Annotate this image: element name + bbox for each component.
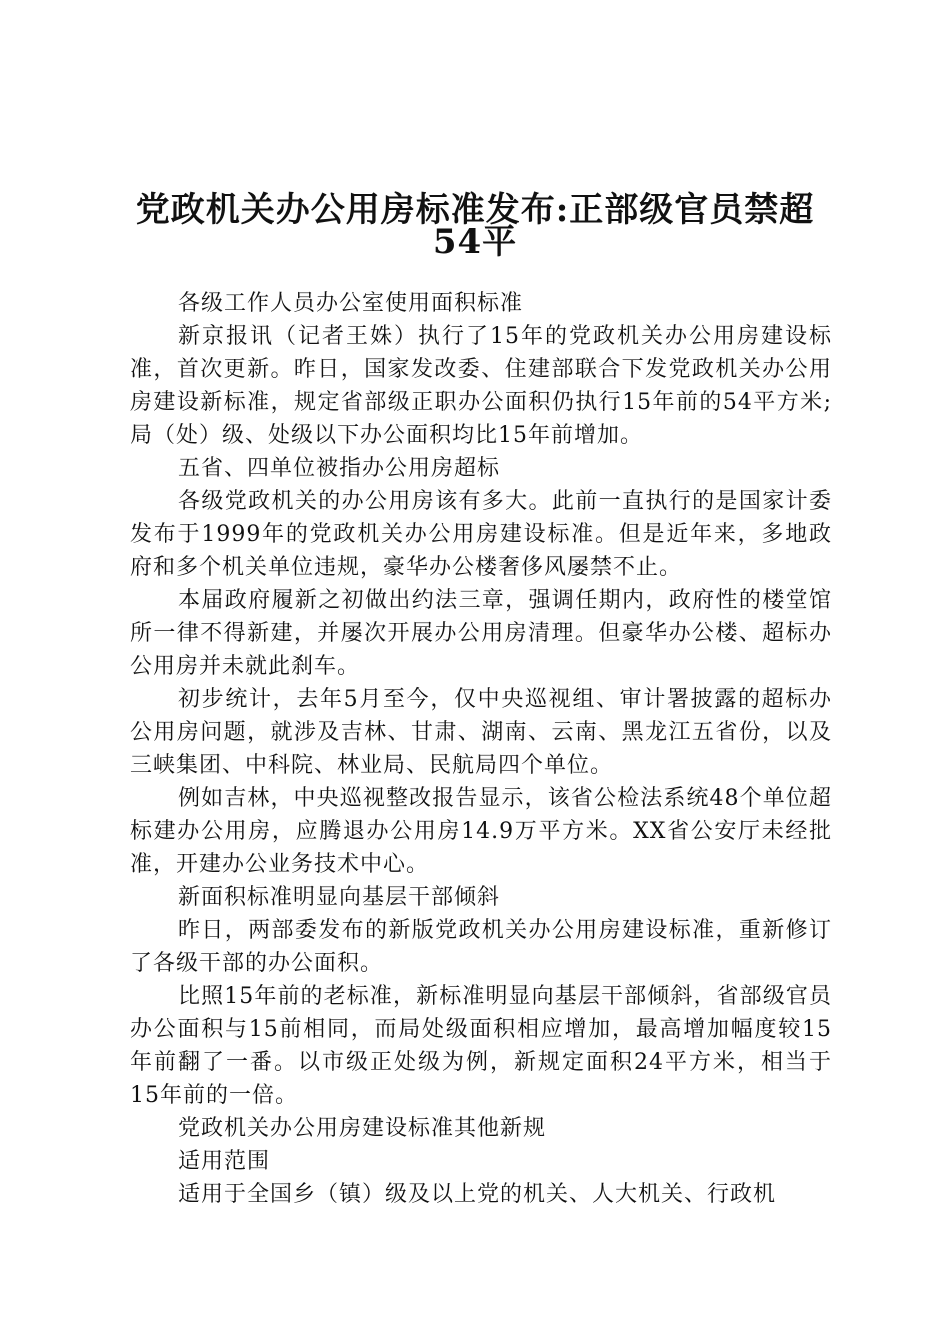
subheading-five-provinces: 五省、四单位被指办公用房超标 [178, 456, 501, 481]
subheading-office-area-standard: 各级工作人员办公室使用面积标准 [178, 291, 524, 316]
subheading-new-standard: 新面积标准明显向基层干部倾斜 [178, 885, 501, 910]
document-title-line-2: 54平 [432, 222, 518, 262]
paragraph-government-rules: 本届政府履新之初做出约法三章，强调任期内，政府性的楼堂馆所一律不得新建，并屡次开展办公用房清理。但豪华办公楼、超标办公用房并未就此刹车。 [130, 588, 832, 679]
document-title-line-1: 党政机关办公用房标准发布:正部级官员禁超 [135, 190, 815, 230]
paragraph-background: 各级党政机关的办公用房该有多大。此前一直执行的是国家计委发布于1999年的党政机关办公用房建设标准。但是近年来，多地政府和多个机关单位违规，豪华办公楼奢侈风屡禁不止。 [130, 489, 832, 580]
document-body [130, 287, 832, 1211]
paragraph-comparison: 比照15年前的老标准，新标准明显向基层干部倾斜，省部级官员办公面积与15前相同，而局处级面积相应增加，最高增加幅度较15年前翻了一番。以市级正处级为例，新规定面积24平方米，相当于15年前的一倍。 [130, 984, 832, 1108]
subheading-scope: 适用范围 [178, 1149, 271, 1174]
subheading-other-rules: 党政机关办公用房建设标准其他新规 [178, 1116, 547, 1141]
paragraph-scope: 适用于全国乡（镇）级及以上党的机关、人大机关、行政机 [178, 1182, 777, 1207]
paragraph-jilin-example: 例如吉林，中央巡视整改报告显示，该省公检法系统48个单位超标建办公用房，应腾退办公用房14.9万平方米。XX省公安厅未经批准，开建办公业务技术中心。 [130, 786, 832, 877]
paragraph-news-lead: 新京报讯（记者王姝）执行了15年的党政机关办公用房建设标准，首次更新。昨日，国家发改委、住建部联合下发党政机关办公用房建设新标准，规定省部级正职办公面积仍执行15年前的54平方米;局（处）级、处级以下办公面积均比15年前增加。 [130, 324, 832, 448]
paragraph-revision: 昨日，两部委发布的新版党政机关办公用房建设标准，重新修订了各级干部的办公面积。 [130, 918, 832, 976]
paragraph-statistics: 初步统计，去年5月至今，仅中央巡视组、审计署披露的超标办公用房问题，就涉及吉林、甘肃、湖南、云南、黑龙江五省份，以及三峡集团、中科院、林业局、民航局四个单位。 [130, 687, 832, 778]
